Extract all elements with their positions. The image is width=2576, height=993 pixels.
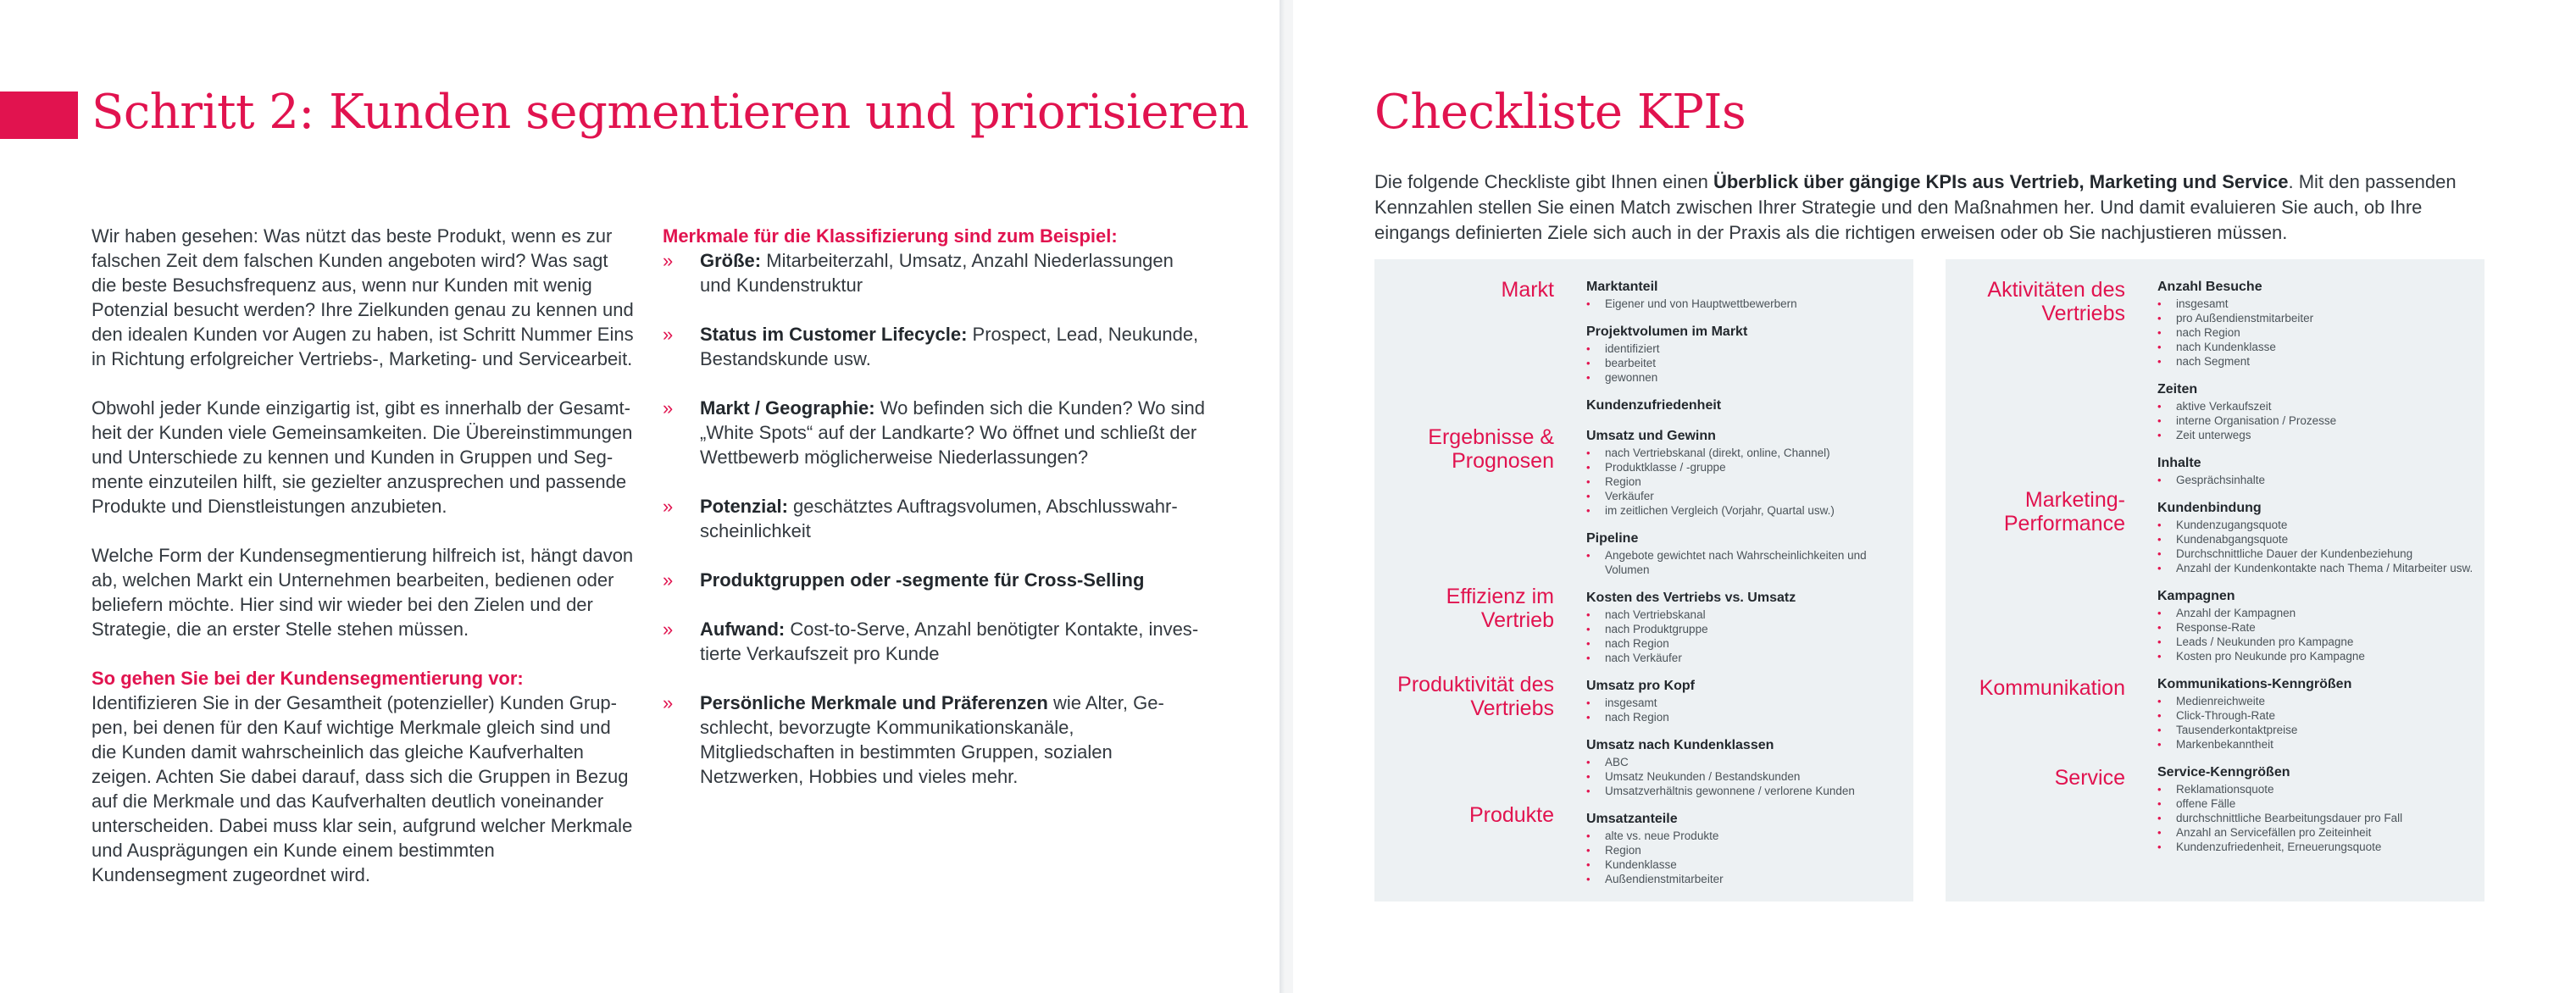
- kpi-item: • offene Fälle: [2157, 796, 2479, 811]
- kpi-item: • durchschnittliche Bearbeitungsdauer pro Fall: [2157, 811, 2479, 825]
- kpi-item: • Tausenderkontaktpreise: [2157, 723, 2479, 737]
- kpi-item: • Verkäufer: [1586, 489, 1908, 503]
- kpi-group: [2157, 278, 2479, 369]
- kpi-item: • Kundenzufriedenheit, Erneuerungsquote: [2157, 840, 2479, 854]
- kpi-item: • nach Vertriebskanal (direkt, online, Channel): [1586, 446, 1908, 460]
- kpi-group: [2157, 454, 2479, 487]
- left-page: [0, 0, 1280, 993]
- kpi-item: • identifiziert: [1586, 341, 1908, 356]
- kpi-group: [1586, 589, 1908, 665]
- kpi-group: [2157, 499, 2479, 575]
- kpi-group-title: Umsatzanteile: [1586, 812, 1678, 826]
- kpi-group-title: Service-Kenngrößen: [2157, 765, 2290, 779]
- kpi-group: [1586, 736, 1908, 798]
- kpi-group-title: Pipeline: [1586, 531, 1639, 546]
- accent-bar: [0, 92, 78, 139]
- kpi-category: Service: [2054, 766, 2125, 790]
- feature-text: Wo befinden sich die Kunden? Wo sind „White Spots“ auf der Landkarte? Wo öffnet und schließt der Wettbewerb möglicherweise Niederlassungen?: [700, 397, 1205, 468]
- kpi-item: • Außendienstmitarbeiter: [1586, 872, 1908, 886]
- kpi-item: • Markenbekanntheit: [2157, 737, 2479, 752]
- kpi-group-title: Umsatz und Gewinn: [1586, 429, 1716, 443]
- features-heading: Merkmale für die Klassifizierung sind zum Beispiel:: [663, 225, 1118, 247]
- kpi-item-list: [2157, 694, 2479, 752]
- kpi-item: • Durchschnittliche Dauer der Kundenbeziehung: [2157, 546, 2479, 561]
- kpi-group: [2157, 380, 2479, 442]
- kpi-group: [1586, 278, 1908, 311]
- kpi-item-list: [1586, 341, 1908, 385]
- kpi-item: • gewonnen: [1586, 370, 1908, 385]
- kpi-item: • nach Segment: [2157, 354, 2479, 369]
- kpi-group: [1586, 677, 1908, 724]
- kpi-item-list: [2157, 606, 2479, 663]
- kpi-group-title: Inhalte: [2157, 456, 2201, 470]
- kpi-item-list: [2157, 518, 2479, 575]
- kpi-item: • Angebote gewichtet nach Wahrscheinlichkeiten und Volumen: [1586, 548, 1908, 577]
- kpi-group-title: Umsatz nach Kundenklassen: [1586, 738, 1774, 752]
- kpi-item-list: [2157, 399, 2479, 442]
- kpi-box-left: [1374, 259, 1913, 901]
- procedure-heading: So gehen Sie bei der Kundensegmentierung vor:: [92, 668, 524, 689]
- kpi-item: • bearbeitet: [1586, 356, 1908, 370]
- kpi-item: • ABC: [1586, 755, 1908, 769]
- kpi-category: Kommunikation: [1979, 676, 2125, 700]
- kpi-category: Marketing-Performance: [2003, 488, 2125, 535]
- kpi-item: • nach Kundenklasse: [2157, 340, 2479, 354]
- feature-item: [663, 248, 1205, 297]
- kpi-group-title: Kundenbindung: [2157, 501, 2262, 515]
- kpi-item: • Anzahl der Kundenkontakte nach Thema / Mitarbeiter usw.: [2157, 561, 2479, 575]
- kpi-item-list: [2157, 297, 2479, 369]
- kpi-category: Ergebnisse & Prognosen: [1428, 425, 1554, 473]
- kpi-item: • Umsatzverhältnis gewonnene / verlorene Kunden: [1586, 784, 1908, 798]
- kpi-item: • Eigener und von Hauptwettbewerbern: [1586, 297, 1908, 311]
- features-list: [663, 248, 1205, 789]
- kpi-item: • Produktklasse / -gruppe: [1586, 460, 1908, 474]
- kpi-group: [1586, 530, 1908, 577]
- page-title: Schritt 2: Kunden segmentieren und priorisieren: [92, 85, 1249, 140]
- kpi-item: • nach Region: [2157, 325, 2479, 340]
- kpi-item: • Reklamationsquote: [2157, 782, 2479, 796]
- kpi-item: • nach Produktgruppe: [1586, 622, 1908, 636]
- feature-label: Aufwand:: [700, 619, 786, 640]
- kpi-item: • insgesamt: [1586, 696, 1908, 710]
- kpi-group: [2157, 675, 2479, 752]
- kpi-item: • Kundenzugangsquote: [2157, 518, 2479, 532]
- arrow-bullet-icon: »: [663, 692, 674, 713]
- kpi-category: Produktivität des Vertriebs: [1397, 673, 1554, 720]
- feature-text: Prospect, Lead, Neukunde, Bestandskunde usw.: [700, 324, 1199, 369]
- arrow-bullet-icon: »: [663, 397, 674, 419]
- kpi-item-list: [1586, 548, 1908, 577]
- kpi-item: • Zeit unterwegs: [2157, 428, 2479, 442]
- arrow-bullet-icon: »: [663, 496, 674, 517]
- feature-label: Markt / Geographie:: [700, 397, 875, 419]
- feature-text: Cost-to-Serve, Anzahl benötigter Kontakte, investierte Verkaufszeit pro Kunde: [700, 619, 1199, 664]
- kpi-item: • nach Region: [1586, 710, 1908, 724]
- kpi-list: [2157, 278, 2479, 866]
- paragraph: Wir haben gesehen: Was nützt das beste Produkt, wenn es zur falschen Zeit dem falschen Kunden angeboten wird? Was sagt die beste Besuchsfrequenz aus, wenn nur Kunden mit wenig Potenzial besucht werden? Ihre Zielkunden genau zu kennen und den idealen Kunden vor Augen zu haben, ist Schritt Nummer Eins in Richtung erfolgreicher Vertriebs-, Marketing- und Servicearbeit.: [92, 225, 634, 369]
- kpi-group: [1586, 810, 1908, 886]
- kpi-item: • Kosten pro Neukunde pro Kampagne: [2157, 649, 2479, 663]
- kpi-category: Produkte: [1468, 803, 1554, 827]
- feature-item: [663, 494, 1205, 543]
- kpi-item-list: [1586, 696, 1908, 724]
- kpi-group-title: Zeiten: [2157, 382, 2198, 397]
- kpi-group: [2157, 763, 2479, 854]
- feature-text: geschätztes Auftragsvolumen, Abschlusswahrscheinlichkeit: [700, 496, 1178, 541]
- kpi-item: • Kundenabgangsquote: [2157, 532, 2479, 546]
- feature-item: [663, 617, 1205, 666]
- paragraph: Obwohl jeder Kunde einzigartig ist, gibt es innerhalb der Gesamtheit der Kunden viele Gemeinsamkeiten. Die Übereinstimmungen und Unterschiede zu kennen und Kunden in Gruppen und Segmente einzuteilen hilft, sie gezielter anzusprechen und passende Produkte und Dienstleistungen anzubieten.: [92, 397, 633, 517]
- feature-text: Mitarbeiterzahl, Umsatz, Anzahl Niederlassungen und Kundenstruktur: [700, 250, 1174, 296]
- kpi-group: [1586, 323, 1908, 385]
- intro-column: [92, 224, 634, 912]
- paragraph: Identifizieren Sie in der Gesamtheit (potenzieller) Kunden Gruppen, bei denen für den Kauf wichtige Merkmale gleich sind und die Kunden damit wahrscheinlich das gleiche Kaufverhalten zeigen. Achten Sie dabei darauf, dass sich die Gruppen in Bezug auf die Merkmale und das Kaufverhalten deutlich voneinander unterscheiden. Dabei muss klar sein, aufgrund welcher Merkmale und Ausprägungen ein Kunde einem bestimmten Kundensegment zugeordnet wird.: [92, 692, 633, 885]
- kpi-item: • Medienreichweite: [2157, 694, 2479, 708]
- feature-item: [663, 691, 1205, 789]
- arrow-bullet-icon: »: [663, 569, 674, 591]
- kpi-item: • Response-Rate: [2157, 620, 2479, 635]
- feature-label: Status im Customer Lifecycle:: [700, 324, 968, 345]
- feature-item: [663, 396, 1205, 469]
- arrow-bullet-icon: »: [663, 619, 674, 640]
- kpi-item: • Leads / Neukunden pro Kampagne: [2157, 635, 2479, 649]
- feature-text: wie Alter, Geschlecht, bevorzugte Kommunikationskanäle, Mitgliedschaften in bestimmten Gruppen, sozialen Netzwerken, Hobbies und vieles mehr.: [700, 692, 1164, 787]
- feature-item: [663, 322, 1205, 371]
- kpi-group-title: Kosten des Vertriebs vs. Umsatz: [1586, 591, 1796, 605]
- kpi-item: • nach Vertriebskanal: [1586, 607, 1908, 622]
- kpi-item: • nach Verkäufer: [1586, 651, 1908, 665]
- kpi-item-list: [1586, 755, 1908, 798]
- feature-label: Größe:: [700, 250, 762, 271]
- arrow-bullet-icon: »: [663, 324, 674, 345]
- kpi-item: • aktive Verkaufszeit: [2157, 399, 2479, 413]
- kpi-item-list: [2157, 473, 2479, 487]
- feature-label: Potenzial:: [700, 496, 788, 517]
- kpi-category: Effizienz im Vertrieb: [1446, 585, 1554, 632]
- feature-label: Persönliche Merkmale und Präferenzen: [700, 692, 1048, 713]
- right-page: [1293, 0, 2576, 993]
- kpi-item: • Kundenklasse: [1586, 857, 1908, 872]
- kpi-item: • Gesprächsinhalte: [2157, 473, 2479, 487]
- kpi-group-title: Projektvolumen im Markt: [1586, 325, 1748, 339]
- kpi-box-right: [1946, 259, 2484, 901]
- feature-label: Produktgruppen oder -segmente für Cross-Selling: [700, 569, 1145, 591]
- kpi-group-title: Kundenzufriedenheit: [1586, 398, 1722, 413]
- kpi-category: Aktivitäten des Vertriebs: [1987, 278, 2125, 325]
- kpi-group-title: Marktanteil: [1586, 280, 1658, 294]
- kpi-item: • pro Außendienstmitarbeiter: [2157, 311, 2479, 325]
- kpi-item-list: [1586, 297, 1908, 311]
- kpi-group: [1586, 397, 1908, 415]
- kpi-item: • im zeitlichen Vergleich (Vorjahr, Quartal usw.): [1586, 503, 1908, 518]
- kpi-group-title: Kommunikations-Kenngrößen: [2157, 677, 2352, 691]
- kpi-item: • Click-Through-Rate: [2157, 708, 2479, 723]
- kpi-item: • insgesamt: [2157, 297, 2479, 311]
- kpi-item-list: [2157, 782, 2479, 854]
- kpi-item: • Region: [1586, 843, 1908, 857]
- page-gutter: [1280, 0, 1293, 993]
- kpi-group-title: Anzahl Besuche: [2157, 280, 2262, 294]
- kpi-item: • Umsatz Neukunden / Bestandskunden: [1586, 769, 1908, 784]
- kpi-item: • interne Organisation / Prozesse: [2157, 413, 2479, 428]
- kpi-item-list: [1586, 607, 1908, 665]
- paragraph: Welche Form der Kundensegmentierung hilfreich ist, hängt davon ab, welchen Markt ein Unternehmen bearbeiten, bedienen oder beliefern möchte. Hier sind wir wieder bei den Zielen und der Strategie, die an erster Stelle stehen müssen.: [92, 545, 634, 640]
- kpi-group-title: Kampagnen: [2157, 589, 2235, 603]
- kpi-list: [1586, 278, 1908, 898]
- kpi-item: • alte vs. neue Produkte: [1586, 829, 1908, 843]
- kpi-group: [2157, 587, 2479, 663]
- feature-item: [663, 568, 1205, 592]
- kpi-item: • Region: [1586, 474, 1908, 489]
- kpi-group: [1586, 427, 1908, 518]
- kpi-category: Markt: [1501, 278, 1554, 302]
- kpi-group-title: Umsatz pro Kopf: [1586, 679, 1695, 693]
- kpi-item-list: [1586, 829, 1908, 886]
- features-column: [663, 224, 1205, 813]
- checklist-intro: Die folgende Checkliste gibt Ihnen einen Überblick über gängige KPIs aus Vertrieb, Marketing und Service. Mit den passenden Kennzahlen stellen Sie einen Match zwischen Ihrer Strategie und den Maßnahmen her. Und damit evaluieren Sie auch, ob Ihre eingangs definierten Ziele sich auch in der Praxis als die richtigen erweisen oder ob Sie nachjustieren müssen.: [1374, 171, 2457, 243]
- arrow-bullet-icon: »: [663, 250, 674, 271]
- kpi-item-list: [1586, 446, 1908, 518]
- kpi-item: • Anzahl der Kampagnen: [2157, 606, 2479, 620]
- kpi-item: • nach Region: [1586, 636, 1908, 651]
- kpi-item: • Anzahl an Servicefällen pro Zeiteinheit: [2157, 825, 2479, 840]
- page-title: Checkliste KPIs: [1374, 85, 1746, 140]
